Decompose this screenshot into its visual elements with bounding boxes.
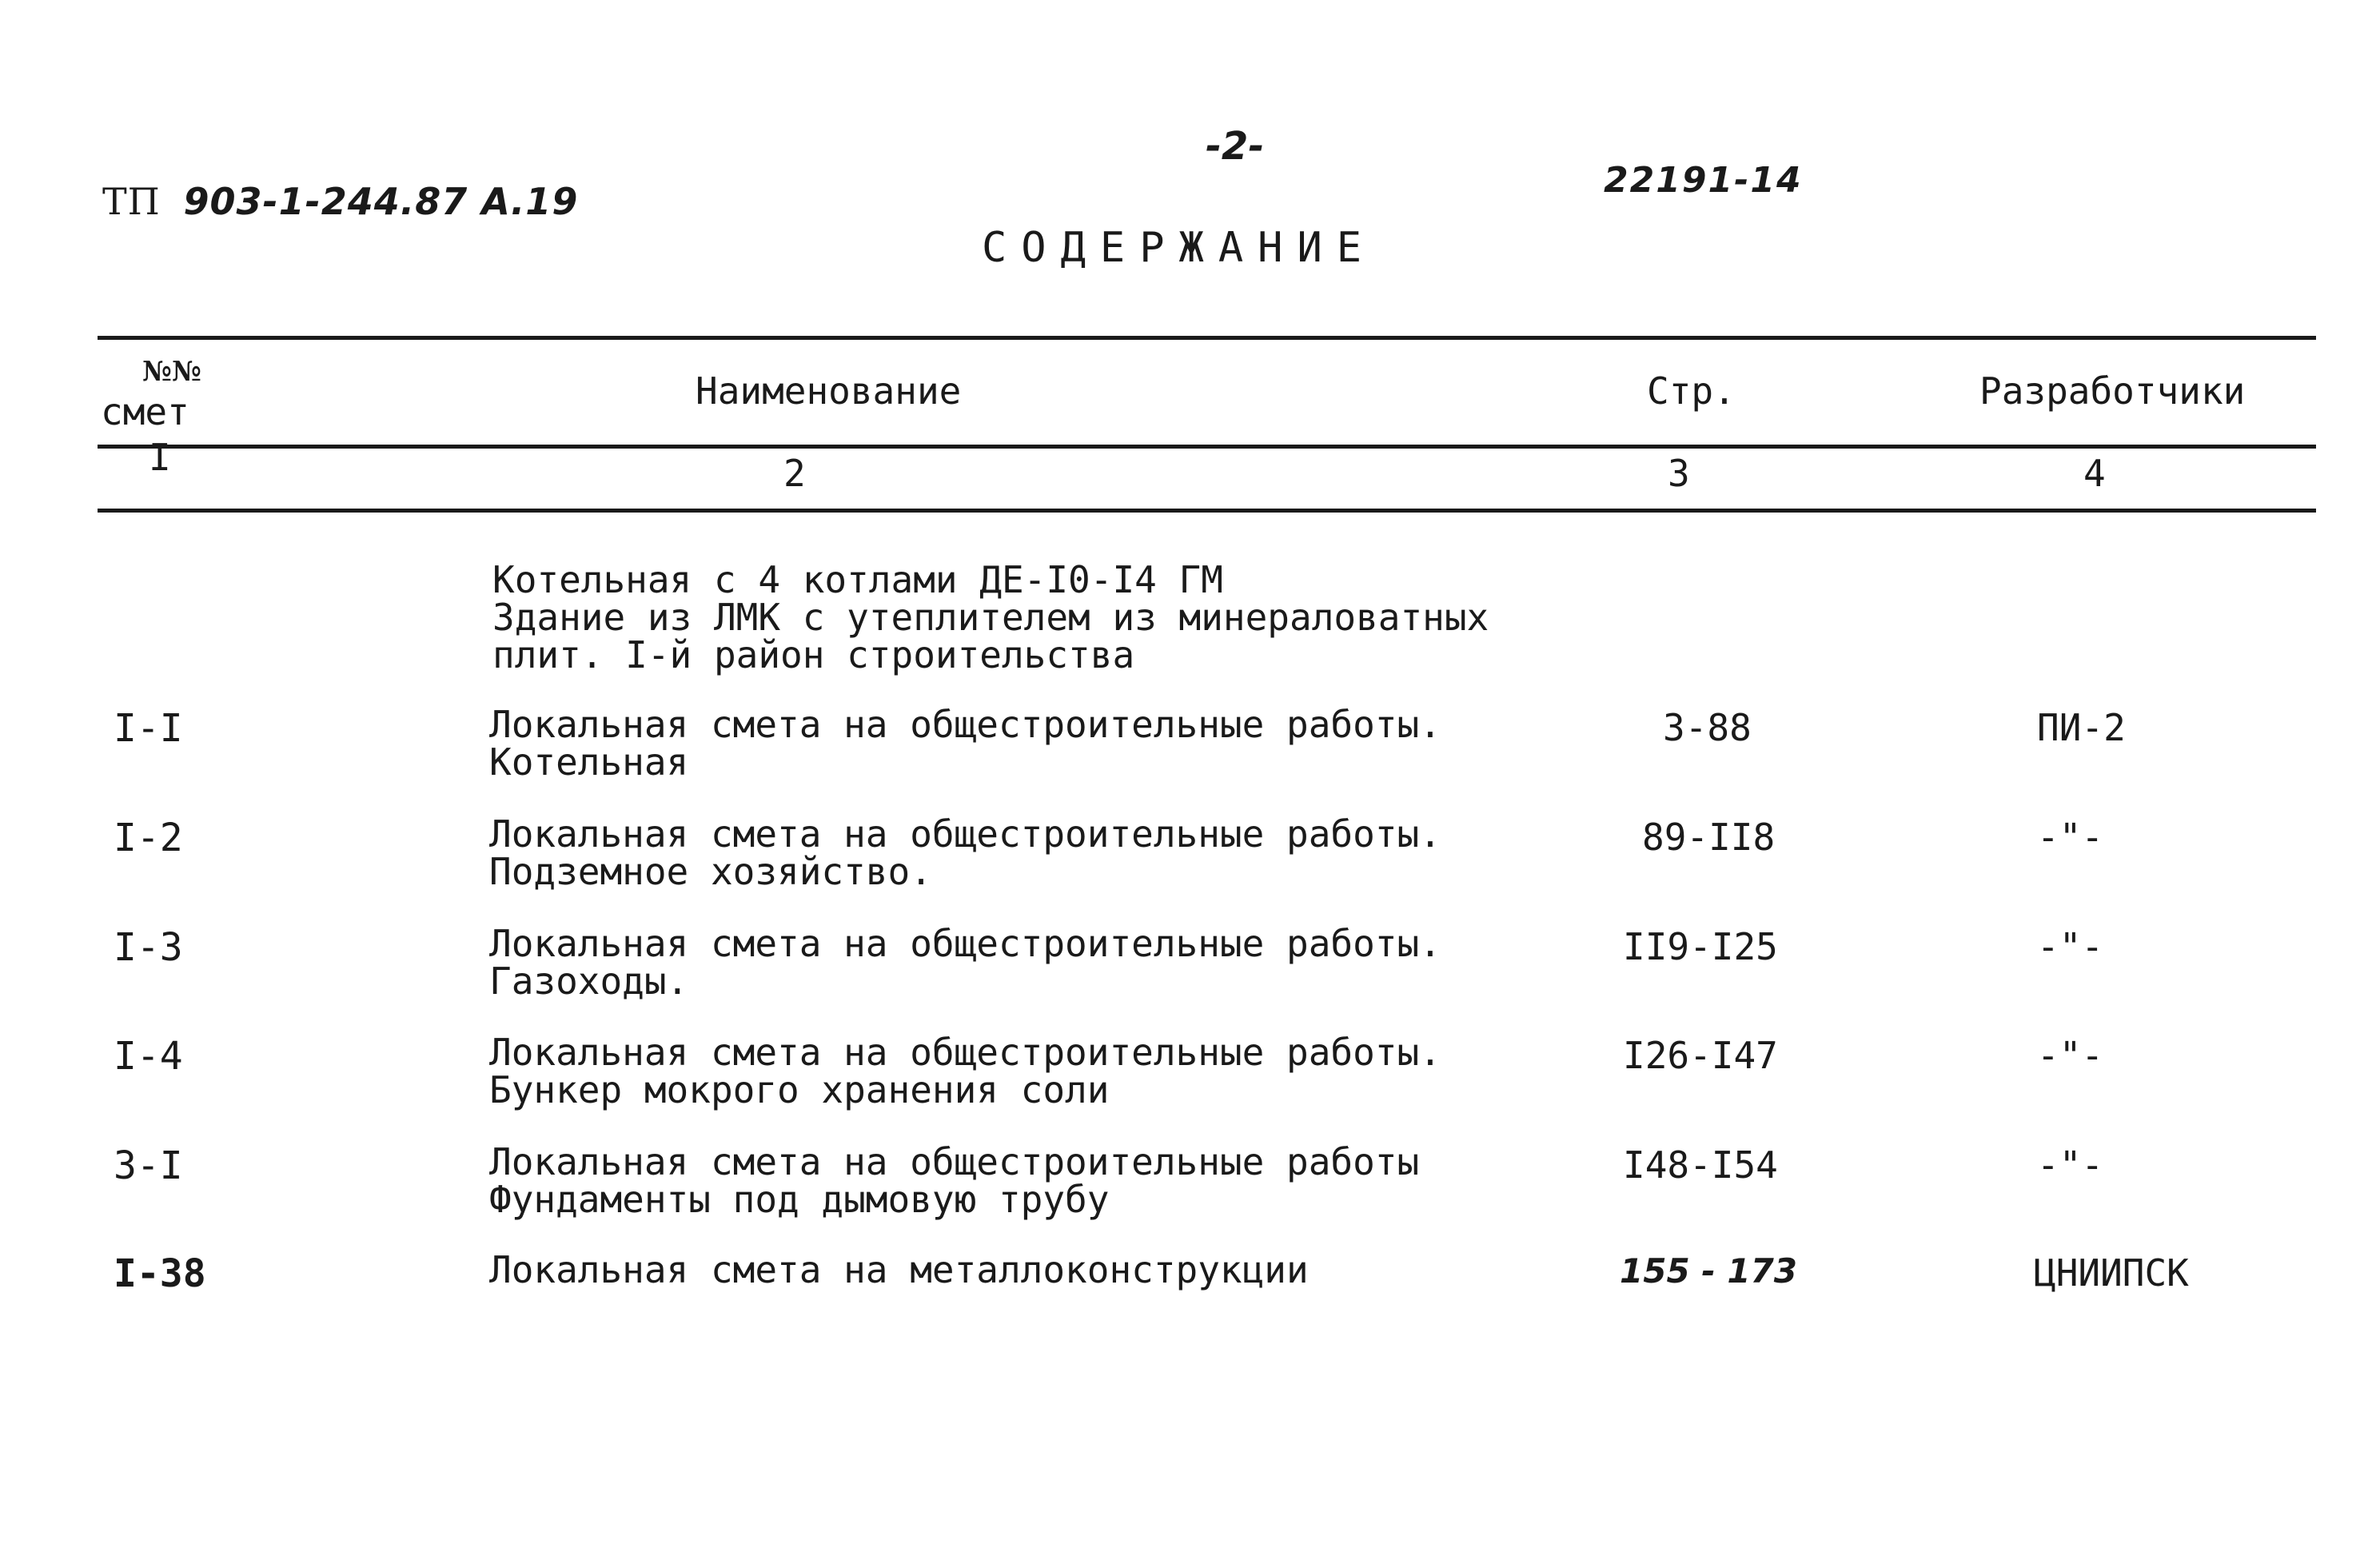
estimate-pages: 89-II8 (1642, 816, 1776, 859)
estimate-name-line: Локальная смета на общестроительные работы. (489, 1031, 1441, 1074)
intro-line: плит. I-й район строительства (492, 633, 1135, 676)
estimate-number: I-I (114, 706, 183, 751)
document-code (102, 180, 578, 223)
column-header-name: Наименование (696, 369, 962, 413)
estimate-pages: 155 - 173 (1620, 1251, 1798, 1291)
estimate-developer: ЦНИИПСК (2034, 1251, 2189, 1295)
estimate-name-line: Локальная смета на общестроительные работы. (489, 703, 1441, 746)
estimate-name-line: Локальная смета на общестроительные работы. (489, 922, 1441, 965)
estimate-name (489, 703, 1441, 784)
estimate-number: I-4 (114, 1034, 183, 1079)
estimate-name-line: Фундаменты под дымовую трубу (489, 1178, 1110, 1221)
estimate-pages: 3-88 (1663, 706, 1752, 749)
estimate-name-line: Подземное хозяйство. (489, 850, 932, 893)
column-header-estimate-number-mark: №№ (142, 356, 201, 388)
estimate-pages: II9-I25 (1623, 925, 1778, 968)
document-code-number: 903-1-244.87 А.19 (183, 180, 579, 223)
column-header-estimate-number: смет (101, 390, 189, 433)
estimate-number: I-38 (114, 1251, 206, 1296)
page-number: -2- (1206, 124, 1265, 169)
estimate-name-line: Локальная смета на общестроительные работы. (489, 812, 1441, 856)
estimate-number: I-3 (114, 925, 183, 970)
intro-line: Здание из ЛМК с утеплителем из минераловатных (492, 596, 1489, 639)
table-column-numbers-rule (98, 509, 2316, 513)
column-number-1: I (149, 436, 171, 479)
estimate-name-line: Локальная смета на общестроительные работы (489, 1140, 1420, 1183)
estimate-name-line: Котельная (489, 740, 689, 784)
column-number-3: 3 (1668, 452, 1690, 495)
column-number-4: 4 (2083, 452, 2106, 495)
column-header-pages: Стр. (1647, 369, 1736, 413)
archive-number: 22191-14 (1604, 160, 1803, 201)
estimate-name-line: Газоходы. (489, 960, 689, 1003)
column-header-developers: Разработчики (1979, 369, 2246, 413)
section-intro (492, 558, 1489, 676)
estimate-developer: ПИ-2 (2037, 706, 2126, 749)
page-title: СОДЕРЖАНИЕ (982, 224, 1377, 272)
estimate-name (489, 812, 1441, 893)
estimate-name-line: Бункер мокрого хранения соли (489, 1068, 1110, 1111)
estimate-name (489, 1140, 1420, 1221)
estimate-number: I-2 (114, 816, 183, 860)
estimate-name-line: Локальная смета на металлоконструкции (489, 1248, 1309, 1291)
estimate-pages: I48-I54 (1623, 1143, 1778, 1187)
document-code-prefix: ТП (102, 180, 161, 223)
estimate-developer: -"- (2037, 816, 2104, 859)
estimate-name (489, 1248, 1309, 1291)
estimate-developer: -"- (2037, 1143, 2104, 1187)
table-header-rule (98, 445, 2316, 449)
table-top-rule (98, 336, 2316, 340)
estimate-developer: -"- (2037, 925, 2104, 968)
column-number-2: 2 (783, 452, 806, 495)
estimate-number: 3-I (114, 1143, 183, 1188)
estimate-pages: I26-I47 (1623, 1034, 1778, 1077)
estimate-name (489, 1031, 1441, 1111)
estimate-name (489, 922, 1441, 1003)
intro-line: Котельная с 4 котлами ДЕ-I0-I4 ГМ (492, 558, 1223, 601)
estimate-developer: -"- (2037, 1034, 2104, 1077)
